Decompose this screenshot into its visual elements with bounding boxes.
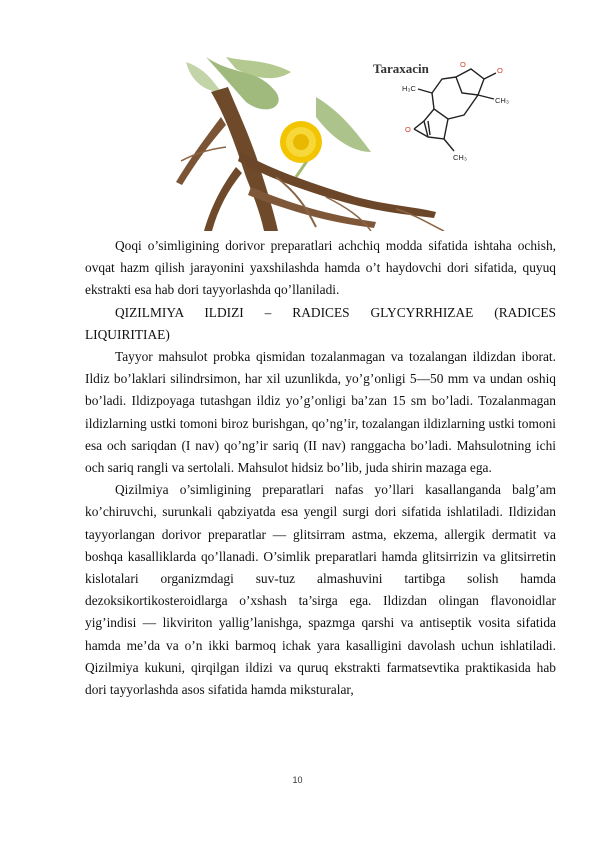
atom-label: H₃C <box>402 84 416 93</box>
section-heading-qizilmiya: QIZILMIYA ILDIZI – RADICES GLYCYRRHIZAE (RADICES LIQUIRITIAE) <box>85 304 556 342</box>
body-text <box>85 235 556 701</box>
atom-label: CH₃ <box>495 96 509 105</box>
leaf-shape <box>316 97 371 152</box>
dandelion-flower <box>280 121 322 163</box>
figure-illustration <box>166 57 518 231</box>
page-number: 10 <box>292 775 303 785</box>
molecule-label: Taraxacin <box>373 61 429 76</box>
paragraph-product-description: Tayyor mahsulot probka qismidan tozalanmagan va tozalangan ildizdan iborat. Ildiz bo’laklari silindrsimon, har xil uzunlikda, yo’g’onligi 5—50 mm va undan oshiq bo’ladi. Ildizpoyaga tutashgan ildiz yo’g’onligi ba’zan 15 sm bo’ladi. Tozalanmagan ildizlarning ustki tomoni biroz burishgan, qo’ng’ir, tozalangan ildizlarning ustki tomoni esa och sariqdan (I nav) qo’ng’ir sariq (II nav) ranggacha bo’ladi. Mahsulotning ichi och sariq rangli va sertolali. Mahsulot hidsiz bo’lib, juda shirin mazaga ega. <box>85 349 556 476</box>
paragraph-qoqi-usage: Qoqi o’simligining dorivor preparatlari achchiq modda sifatida ishtaha ochish, ovqat hazm qilish jarayonini yaxshilashda hamda o’t haydovchi dori sifatida, quyuq ekstrakti esa hab dori tayyorlashda qo’llaniladi. <box>85 238 556 298</box>
side-root <box>204 167 242 231</box>
paragraph-qizilmiya-usage: Qizilmiya o’simligining preparatlari nafas yo’llari kasallanganda balg’am ko’chiruvchi, surunkali qabziyatda esa yengil surgi dori sifatida ishlatiladi. Ildizidan tayyorlangan dorivor preparatlar — glitsirram astma, ekzema, allergik dermatit va boshqa kasalliklarda qo’llanadi. O’simlik preparatlari hamda glitsirrizin va glitsirretin kislotalari organizmdagi suv-tuz almashuvini tartibga solish hamda dezoksikortikosteroidlarga o’xshash ta’sirga ega. Ildizdan olingan flavonoidlar yig’indisi — likviriton yallig’lanishga, spazmga qarshi va antiseptik vosita sifatida hamda me’da va o’n ikki barmoq ichak yara kasalligini davolash uchun ishlatiladi. Qizilmiya kukuni, qirqilgan ildizi va quruq ekstrakti farmatsevtika praktikasida hab dori tayyorlashda asos sifatida hamda miksturalar, <box>85 482 556 698</box>
taraxacin-structure <box>414 69 496 151</box>
atom-label: CH₃ <box>453 153 467 162</box>
atom-label: O <box>405 125 411 134</box>
dandelion-taraxacin-figure <box>166 57 518 231</box>
atom-label: O <box>460 60 466 69</box>
atom-label: O <box>497 66 503 75</box>
side-root <box>176 117 226 185</box>
